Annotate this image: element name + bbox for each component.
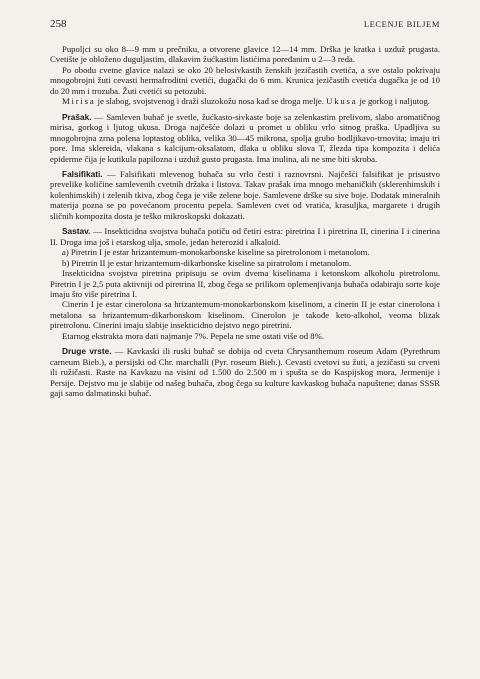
paragraph-flower-head: Po obodu cvetne glavice nalazi se oko 20 belosivkastih ženskih jezičastih cvetića, a sve ostalo pokrivaju mnogobrojni žuti cevasti hermafroditni cvetići, dugački do 6 mm. Krunica jezičastih cvetića dugačka je od 10 do 20 mm i trozuba. Žuti cvetići su petozubi. <box>50 64 440 96</box>
paragraph-pyrethrin-one: a) Piretrin I je estar hrizantemum-monokarbonske kiseline sa piretrolonom i metanolom. <box>62 247 370 258</box>
paragraph-other-species: Druge vrste. — Kavkaski ili ruski buhač se dobija od cveta Chrysanthemum roseum Adam (Pyrethrum carneum Bieb.), a persijski od Chr. marchalli (Pyr. roseum Bieb.). Cevasti cvetovi su žuti, a jezičasti su crveni ili ružičasti. Raste na Kavkazu na visini od 1.500 do 2.500 m i spušta se do Kaspijskog mora, Jermenije i Persije. Dejstvo mu je slabije od našeg buhača, zbog čega su kulture kavkaskog buhača napuštene; danas SSSR gaji samo dalmatinski buhač. <box>50 346 440 399</box>
section-heading-other-species: Druge vrste. <box>62 346 112 357</box>
paragraph-smell-taste: Mirisa je slabog, svojstvenog i draži sluzokožu nosa kad se droga melje. Ukusa je gorkog i naljutog. <box>62 96 430 107</box>
running-title: LECENJE BILJEM <box>363 19 440 29</box>
running-head <box>50 18 440 30</box>
paragraph-powder: Prašak. — Samleven buhač je svetle, žućkasto-sivkaste boje sa zelenkastim prelivom, slabo aromatičnog mirisa, gorkog i ljutog ukusa. Droga najčešće dolazi u promet u obliku vrlo sitnog praška. Upadljiva su mnogobrojna zrna polena loptastog oblika, velika 30—45 mikrona, spolja grubo bodljikavo-trnovita; imaju tri pore. Ima sklereida, vlakana s kalcijum-oksalatom, dlaka u obliku slova T, žlezda tipa kompozita i delića epiderme čija je kutikula papilozna i uzduž gusto prugasta. Ima inulina, ali ne sme biti skroba. <box>50 111 440 164</box>
paragraph-composition: Sastav. — Insekticidna svojstva buhača potiču od četiri estra: piretrina I i piretrina II, cinerina I i cinerina II. Droga ima još i etarskog ulja, smole, jedan heterozid i alkaloid. <box>50 226 440 247</box>
section-heading-composition: Sastav. <box>62 226 91 237</box>
paragraph-flower-buds: Pupoljci su oko 8—9 mm u prečniku, a otvorene glavice 12—14 mm. Drška je kratka i uzduž prugasta. Cvetište je obloženo duguljastim, dlakavim žućkastim listićima poređanim u 2—3 reda. <box>50 44 440 65</box>
section-heading-powder: Prašak. <box>62 111 92 122</box>
paragraph-cinerins: Cinerin I je estar cinerolona sa hrizantemum-monokarbonskom kiselinom, a cinerin II je estar cinerolona i metalona sa hrizantemum-dikarbonskom kiselinom. Cinerolon je takođe keto-alkohol, veoma blizak piretrolonu. Cinerini imaju slabije insekticidno dejstvo nego piretrini. <box>50 299 440 331</box>
paragraph-extract-ash: Etarnog ekstrakta mora dati najmanje 7%. Pepela ne sme ostati više od 8%. <box>62 330 324 341</box>
page-body <box>50 44 440 399</box>
paragraph-falsifications: Falsifikati. — Falsifikati mlevenog buhača su vrlo česti i raznovrsni. Najčešći falsifikat je prisustvo prevelike količine samlevenih cvetnih držaka i listova. Takav prašak ima mnogo mehaničkih (sklerenhimskih i kolenhimskih) i zelenih tkiva, zbog čega je više zelene boje. Samlevene drške su sive boje. Dodatak mineralnih materija pozna se po povećanom procentu pepela. Samleven cvet od vratića, krasuljka, margarete i drugih sličnih kompozita dosta je teško mikroskopski dokazati. <box>50 168 440 221</box>
section-heading-falsifications: Falsifikati. <box>62 168 103 179</box>
paragraph-pyrethrin-two: b) Piretrin II je estar hrizantemum-dikarbonske kiseline sa piratrolom i metanolom. <box>62 257 352 268</box>
paragraph-insecticidal-properties: Insekticidna svojstva piretrina pripisuju se ovim dvema kiselinama i ketonskom alkoholu piretrolonu. Piretrin I je 2,5 puta aktivniji od piretrina II, zbog čega se prilikom oplemenjivanja buhača odabiraju sorte koje imaju što više piretrina I. <box>50 268 440 299</box>
page-number: 258 <box>50 18 67 30</box>
